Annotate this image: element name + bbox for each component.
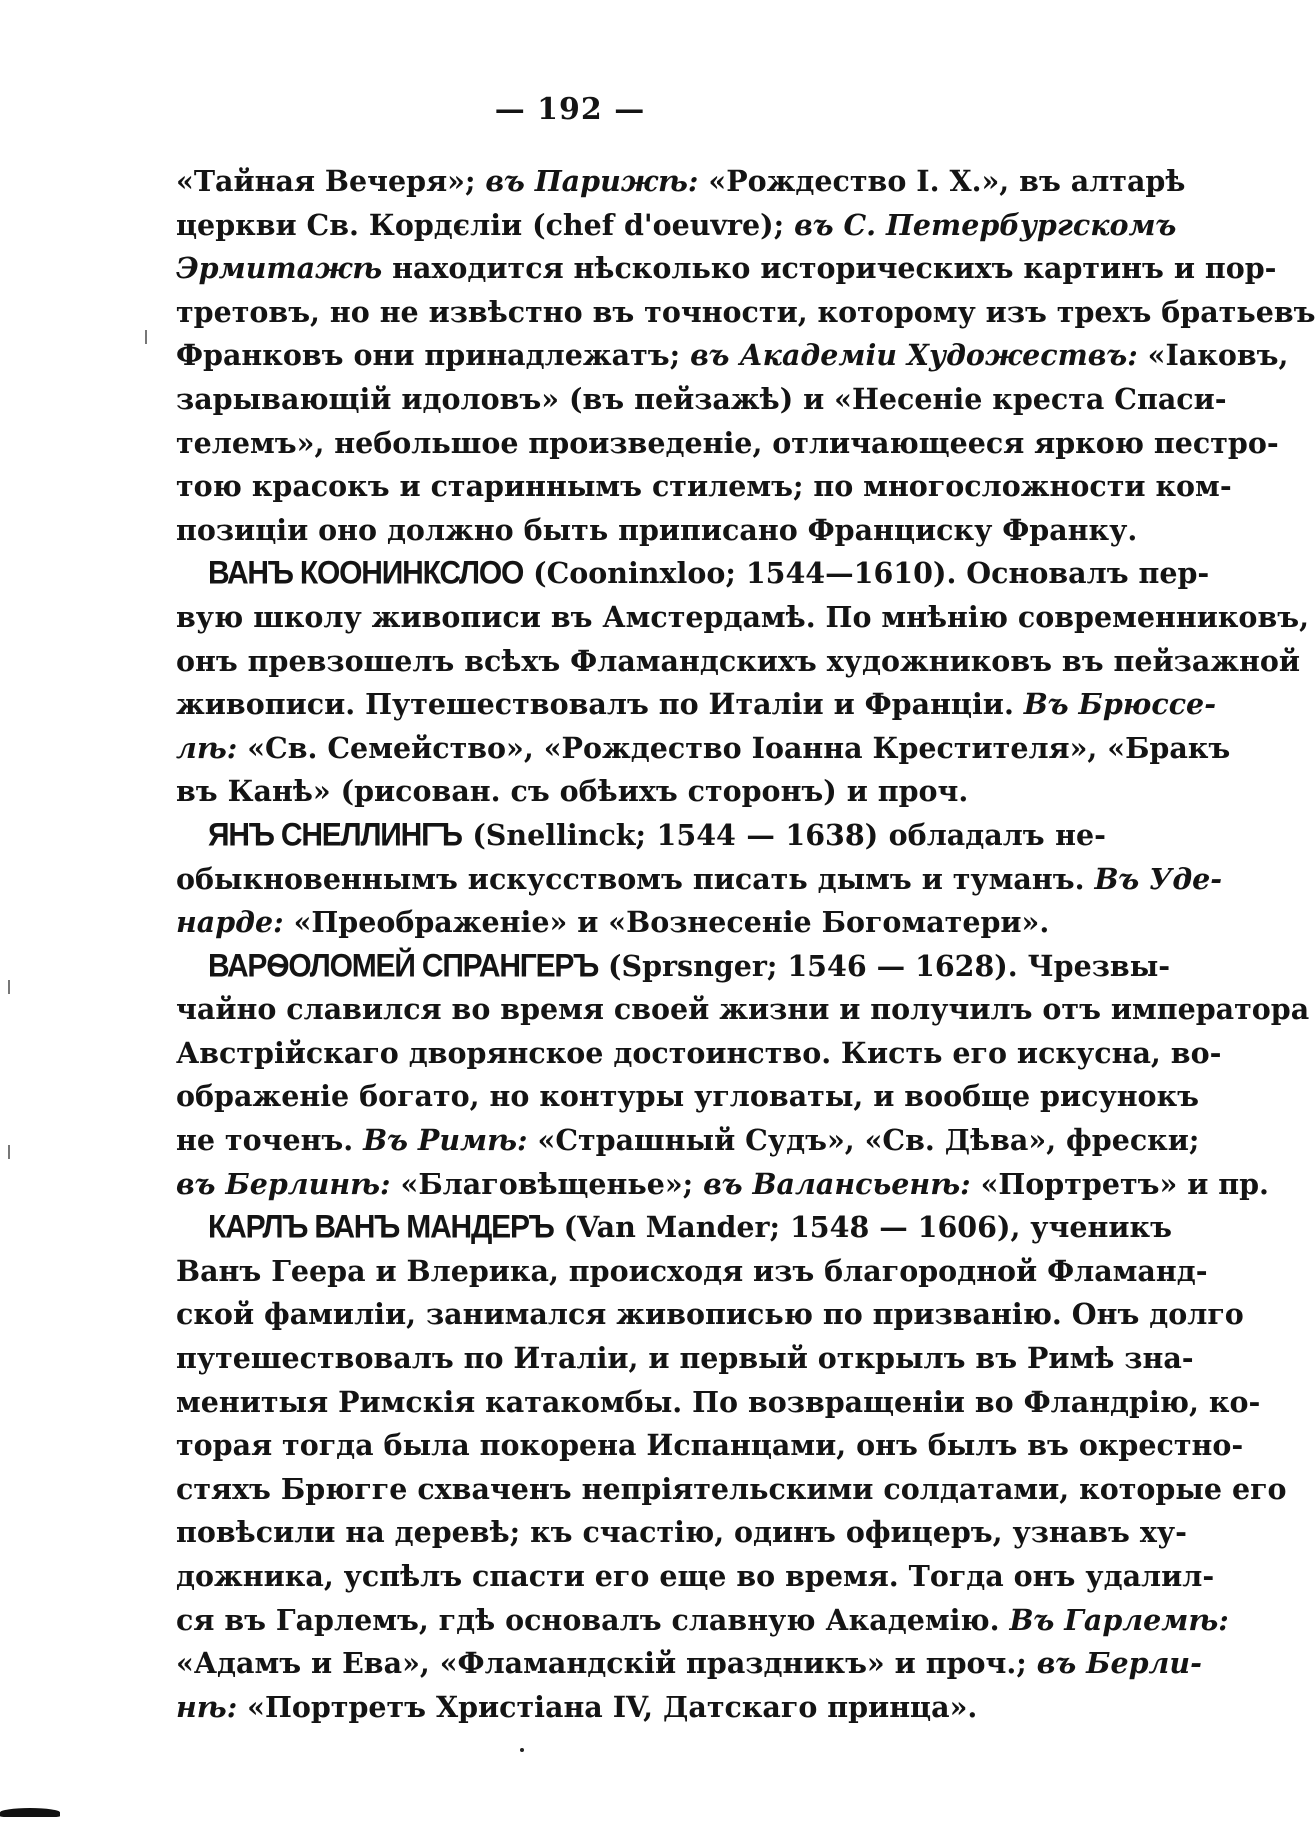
text-run: путешествовалъ по Италіи, и первый открылъ въ Римѣ зна- bbox=[176, 1341, 1194, 1376]
text-run: Австрійскаго дворянское достоинство. Кисть его искусна, во- bbox=[176, 1035, 1222, 1070]
text-run: живописи. Путешествовалъ по Италіи и Франціи. bbox=[176, 687, 1024, 722]
place-reference: Въ Брюссе- bbox=[1023, 687, 1217, 722]
text-run: ской фамиліи, занимался живописью по призванію. Онъ долго bbox=[176, 1297, 1244, 1332]
text-line bbox=[176, 160, 1186, 204]
text-line bbox=[176, 596, 1310, 640]
text-run: «Преображеніе» и «Вознесеніе Богоматери». bbox=[283, 905, 1050, 940]
place-reference: въ Валансьенѣ: bbox=[703, 1166, 971, 1201]
entry-first-line bbox=[176, 1206, 1172, 1250]
entry-first-line bbox=[176, 945, 1171, 989]
text-line bbox=[176, 247, 1277, 291]
ink-smudge bbox=[0, 1808, 60, 1817]
text-run: (Van Mander; 1548 — 1606), ученикъ bbox=[553, 1210, 1172, 1245]
text-line bbox=[176, 1337, 1194, 1381]
text-line bbox=[176, 901, 1106, 945]
body-text bbox=[176, 160, 1316, 1729]
text-line bbox=[176, 1599, 1229, 1643]
text-run: «Рождество І. Х.», въ алтарѣ bbox=[698, 164, 1186, 198]
text-run: «Портретъ Христіана IV, Датскаго принца». bbox=[237, 1689, 978, 1724]
text-run: ображеніе богато, но контуры угловаты, и вообще рисунокъ bbox=[176, 1079, 1200, 1114]
text-line bbox=[176, 988, 1310, 1032]
text-run: (Cooninxloo; 1544—1610). Основалъ пер- bbox=[523, 556, 1210, 591]
text-run: торая тогда была покорена Испанцами, онъ былъ въ окрестно- bbox=[176, 1428, 1244, 1463]
text-line bbox=[176, 1686, 1106, 1730]
text-run: «Іаковъ, bbox=[1137, 338, 1289, 373]
text-run: (Sprsnger; 1546 — 1628). Чрезвы- bbox=[598, 948, 1171, 983]
text-run: зарывающій идоловъ» (въ пейзажѣ) и «Несеніе креста Спаси- bbox=[176, 381, 1227, 416]
place-reference: въ Академіи Художествъ: bbox=[690, 338, 1138, 373]
text-run: Франковъ они принадлежатъ; bbox=[176, 338, 691, 373]
text-line bbox=[176, 422, 1279, 466]
text-line bbox=[176, 683, 1217, 727]
margin-mark bbox=[8, 980, 10, 994]
artist-name: ВАНЪ КООНИНКСЛОО bbox=[208, 556, 524, 592]
text-line bbox=[176, 1642, 1202, 1686]
text-line bbox=[176, 727, 1231, 771]
text-line bbox=[176, 291, 1316, 335]
artist-name: КАРЛЪ ВАНЪ МАНДЕРЪ bbox=[208, 1209, 554, 1246]
text-line bbox=[176, 770, 1106, 814]
text-run: въ Канѣ» (рисован. съ обѣихъ сторонъ) и проч. bbox=[176, 774, 969, 809]
place-reference: въ Парижѣ: bbox=[485, 164, 699, 198]
place-reference: въ С. Петербургскомъ bbox=[794, 207, 1177, 242]
text-line bbox=[176, 378, 1227, 422]
text-line bbox=[176, 1424, 1244, 1468]
place-reference: Въ Римѣ: bbox=[363, 1123, 528, 1158]
place-reference: Въ Гарлемѣ: bbox=[1009, 1602, 1229, 1637]
text-line bbox=[176, 1032, 1222, 1076]
text-run: «Страшный Судъ», «Св. Дѣва», фрески; bbox=[527, 1123, 1200, 1158]
place-reference: нарде: bbox=[176, 905, 284, 940]
text-run: «Св. Семейство», «Рождество Іоанна Крестителя», «Бракъ bbox=[237, 730, 1231, 765]
margin-mark bbox=[145, 330, 147, 344]
text-run: ся въ Гарлемъ, гдѣ основалъ славную Академію. bbox=[176, 1602, 1010, 1637]
text-line bbox=[176, 1163, 1269, 1207]
entry-first-line bbox=[176, 552, 1210, 596]
text-line bbox=[176, 465, 1232, 509]
place-reference: въ Берли- bbox=[1036, 1646, 1202, 1681]
text-run: Ванъ Геера и Влерика, происходя изъ благородной Фламанд- bbox=[176, 1253, 1208, 1288]
text-run: обыкновеннымъ искусствомъ писать дымъ и туманъ. bbox=[176, 861, 1095, 896]
ink-speck bbox=[520, 1748, 524, 1752]
text-run: онъ превзошелъ всѣхъ Фламандскихъ художниковъ въ пейзажной bbox=[176, 643, 1301, 678]
text-line bbox=[176, 1468, 1287, 1512]
page-number: — 192 — bbox=[494, 92, 646, 127]
text-line bbox=[176, 1511, 1187, 1555]
text-run: стяхъ Брюгге схваченъ непріятельскими солдатами, которые его bbox=[176, 1471, 1287, 1506]
text-run: дожника, успѣлъ спасти его еще во время. Тогда онъ удалил- bbox=[176, 1559, 1215, 1593]
text-run: третовъ, но не извѣстно въ точности, которому изъ трехъ братьевъ bbox=[176, 294, 1316, 329]
text-run: не точенъ. bbox=[176, 1123, 364, 1158]
text-run: «Адамъ и Ева», «Фламандскій праздникъ» и проч.; bbox=[176, 1646, 1037, 1681]
text-run: церкви Св. Кордєліи (chef d'oeuvre); bbox=[176, 207, 795, 242]
artist-name: ВАРѲОЛОМЕЙ СПРАНГЕРЪ bbox=[208, 948, 599, 984]
text-run: «Тайная Вечеря»; bbox=[176, 164, 486, 198]
text-run: менитыя Римскія катакомбы. По возвращеніи во Фландрію, ко- bbox=[176, 1384, 1261, 1419]
text-line bbox=[176, 334, 1289, 378]
text-run: «Портретъ» и пр. bbox=[970, 1166, 1269, 1201]
text-line bbox=[176, 1381, 1261, 1425]
text-line bbox=[176, 1119, 1200, 1163]
text-line bbox=[176, 1555, 1215, 1599]
text-run: вую школу живописи въ Амстердамѣ. По мнѣнію современниковъ, bbox=[176, 599, 1310, 634]
text-run: (Snellinck; 1544 — 1638) обладалъ не- bbox=[461, 817, 1106, 852]
text-run: телемъ», небольшое произведеніе, отличающееся яркою пестро- bbox=[176, 425, 1279, 460]
text-run: находится нѣсколько историческихъ картинъ и пор- bbox=[382, 251, 1277, 286]
text-line bbox=[176, 858, 1223, 902]
margin-mark bbox=[8, 1145, 10, 1159]
text-run: «Благовѣщенье»; bbox=[390, 1166, 704, 1201]
artist-name: ЯНЪ СНЕЛЛИНГЪ bbox=[208, 817, 462, 854]
text-line bbox=[176, 1075, 1200, 1119]
text-run: повѣсили на деревѣ; къ счастію, одинъ офицеръ, узнавъ ху- bbox=[176, 1515, 1187, 1550]
place-reference: нѣ: bbox=[176, 1689, 238, 1724]
text-run: позиціи оно должно быть приписано Франциску Франку. bbox=[176, 512, 1138, 547]
entry-first-line bbox=[176, 814, 1106, 858]
place-reference: Эрмитажѣ bbox=[176, 251, 383, 286]
text-line bbox=[176, 1250, 1208, 1294]
text-line bbox=[176, 204, 1177, 248]
text-run: тою красокъ и стариннымъ стилемъ; по многосложности ком- bbox=[176, 469, 1232, 504]
place-reference: лѣ: bbox=[176, 730, 238, 765]
text-run: чайно славился во время своей жизни и получилъ отъ императора bbox=[176, 992, 1310, 1027]
text-line bbox=[176, 509, 1138, 553]
text-line bbox=[176, 640, 1301, 684]
text-line bbox=[176, 1293, 1244, 1337]
place-reference: Въ Уде- bbox=[1094, 861, 1223, 896]
place-reference: въ Берлинѣ: bbox=[176, 1166, 391, 1201]
